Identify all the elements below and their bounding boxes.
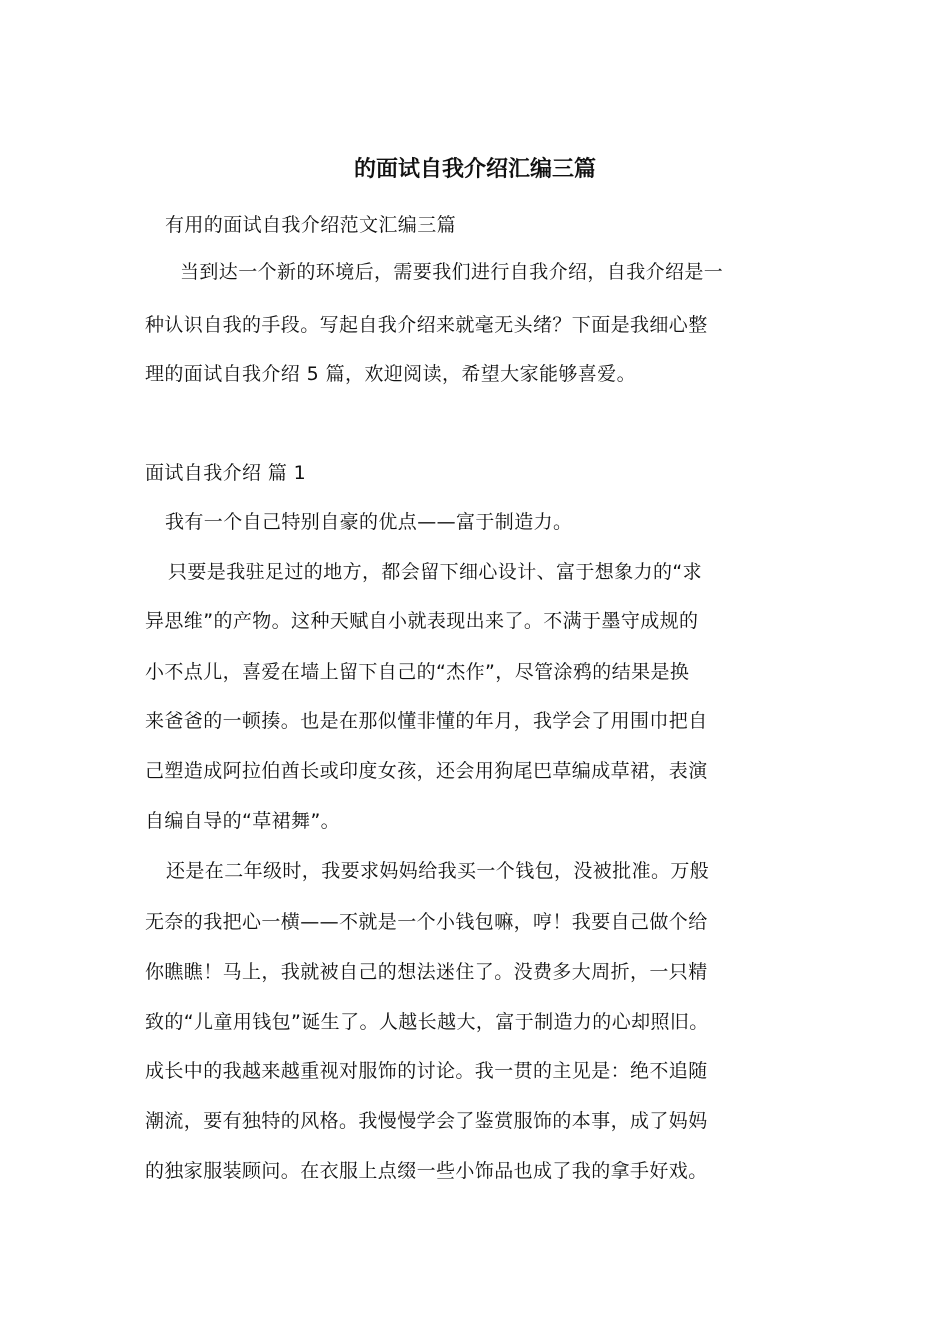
document-title: 的面试自我介绍汇编三篇 (353, 157, 596, 182)
paragraph-2-line-1: 只要是我驻足过的地方，都会留下细心设计、富于想象力的“求 (168, 561, 703, 583)
paragraph-3-line-7: 的独家服装顾问。在衣服上点缀一些小饰品也成了我的拿手好戏。 (145, 1160, 708, 1182)
paragraph-3-line-4: 致的“儿童用钱包”诞生了。人越长越大，富于制造力的心却照旧。 (145, 1011, 709, 1033)
paragraph-2-line-5: 己塑造成阿拉伯酋长或印度女孩，还会用狗尾巴草编成草裙，表演 (145, 760, 708, 782)
paragraph-3-line-2: 无奈的我把心一横——不就是一个小钱包嘛，哼！我要自己做个给 (145, 911, 708, 933)
paragraph-1: 我有一个自己特别自豪的优点——富于制造力。 (165, 511, 573, 533)
paragraph-3-line-1: 还是在二年级时，我要求妈妈给我买一个钱包，没被批准。万般 (166, 860, 710, 882)
section-heading: 面试自我介绍 篇 1 (145, 462, 307, 484)
paragraph-3-line-6: 潮流，要有独特的风格。我慢慢学会了鉴赏服饰的本事，成了妈妈 (145, 1110, 708, 1132)
paragraph-3-line-5: 成长中的我越来越重视对服饰的讨论。我一贯的主见是：绝不追随 (145, 1060, 708, 1082)
paragraph-2-line-6: 自编自导的“草裙舞”。 (145, 810, 341, 832)
paragraph-2-line-4: 来爸爸的一顿揍。也是在那似懂非懂的年月，我学会了用围巾把自 (145, 710, 708, 732)
intro-line-2: 种认识自我的手段。写起自我介绍来就毫无头绪？下面是我细心整 (145, 314, 708, 336)
paragraph-2-line-2: 异思维”的产物。这种天赋自小就表现出来了。不满于墨守成规的 (145, 610, 699, 632)
paragraph-2-line-3: 小不点儿，喜爱在墙上留下自己的“杰作”，尽管涂鸦的结果是换 (145, 661, 690, 683)
intro-line-1: 当到达一个新的环境后，需要我们进行自我介绍，自我介绍是一 (180, 261, 724, 283)
intro-line-3: 理的面试自我介绍 5 篇，欢迎阅读，希望大家能够喜爱。 (145, 363, 636, 385)
paragraph-3-line-3: 你瞧瞧！马上，我就被自己的想法迷住了。没费多大周折，一只精 (145, 961, 708, 983)
document-subtitle: 有用的面试自我介绍范文汇编三篇 (165, 214, 457, 236)
